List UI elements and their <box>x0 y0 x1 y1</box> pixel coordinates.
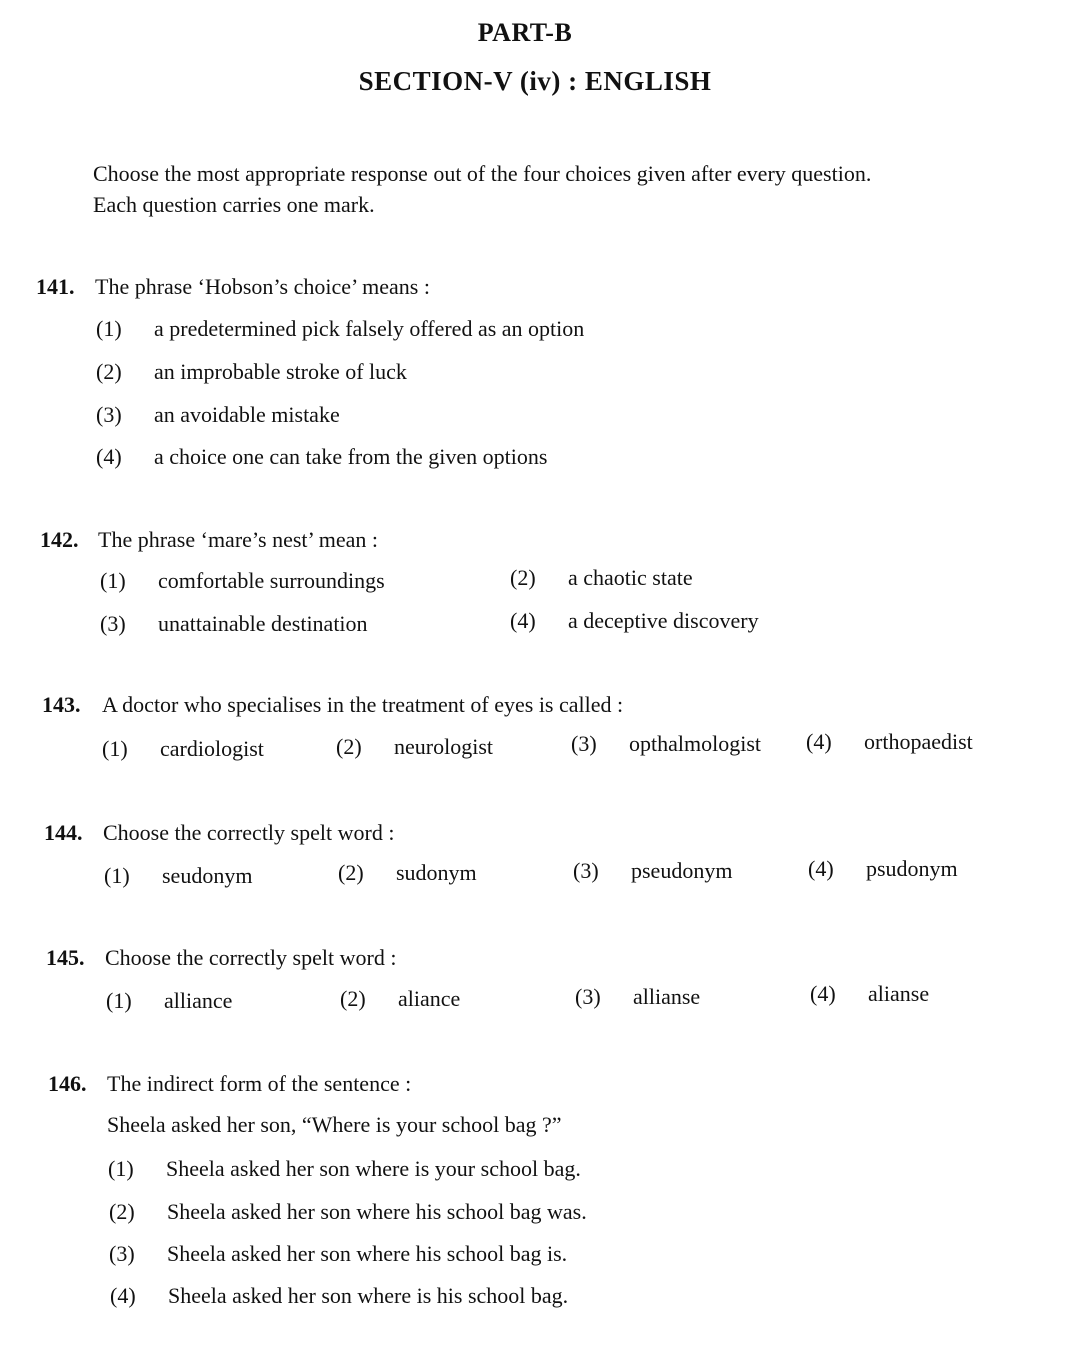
option-text: a predetermined pick falsely offered as an option <box>154 316 585 341</box>
option-number: (3) <box>109 1241 135 1266</box>
quoted-sentence: Sheela asked her son, “Where is your school bag ?” <box>107 1112 562 1137</box>
question-text: The phrase ‘mare’s nest’ mean : <box>98 527 378 552</box>
option-text: cardiologist <box>160 736 264 761</box>
option-number: (1) <box>100 568 126 593</box>
option-text: Sheela asked her son where his school bag was. <box>167 1199 587 1224</box>
option-text: allianse <box>633 984 701 1009</box>
option-number: (1) <box>96 316 122 341</box>
option-number: (4) <box>110 1283 136 1308</box>
option-number: (3) <box>100 611 126 636</box>
option-text: sudonym <box>396 860 477 885</box>
option-number: (2) <box>338 860 364 885</box>
question-text: The phrase ‘Hobson’s choice’ means : <box>95 274 430 299</box>
option-text: Sheela asked her son where is his school bag. <box>168 1283 569 1308</box>
option-number: (2) <box>96 359 122 384</box>
question-text: Choose the correctly spelt word : <box>103 820 395 845</box>
option-text: comfortable surroundings <box>158 568 385 593</box>
option-text: orthopaedist <box>864 729 973 754</box>
instructions <box>93 158 1053 220</box>
option-text: aliance <box>398 986 461 1011</box>
option-text: pseudonym <box>631 858 733 883</box>
option-number: (1) <box>108 1156 134 1181</box>
question-text: A doctor who specialises in the treatment of eyes is called : <box>102 692 624 717</box>
option-text: Sheela asked her son where is your school bag. <box>166 1156 581 1181</box>
option-number: (3) <box>96 402 122 427</box>
option-text: psudonym <box>866 856 958 881</box>
option-number: (1) <box>106 988 132 1013</box>
option-text: a chaotic state <box>568 565 693 590</box>
option-text: opthalmologist <box>629 731 761 756</box>
option-number: (2) <box>109 1199 135 1224</box>
option-number: (4) <box>510 608 536 633</box>
question-number: 146. <box>48 1071 87 1096</box>
option-text: unattainable destination <box>158 611 368 636</box>
section-heading: SECTION-V (iv) : ENGLISH <box>358 66 712 96</box>
question-146-sentence <box>107 1112 562 1138</box>
option-number: (3) <box>573 858 599 883</box>
option-text: Sheela asked her son where his school bag is. <box>167 1241 568 1266</box>
option-number: (2) <box>340 986 366 1011</box>
option-text: alianse <box>868 981 930 1006</box>
question-number: 143. <box>42 692 81 717</box>
option-text: a deceptive discovery <box>568 608 759 633</box>
option-number: (2) <box>510 565 536 590</box>
option-number: (4) <box>96 444 122 469</box>
option-number: (4) <box>806 729 832 754</box>
question-number: 142. <box>40 527 79 552</box>
question-number: 144. <box>44 820 83 845</box>
option-number: (4) <box>808 856 834 881</box>
option-number: (3) <box>571 731 597 756</box>
option-text: an improbable stroke of luck <box>154 359 407 384</box>
option-number: (4) <box>810 981 836 1006</box>
option-number: (3) <box>575 984 601 1009</box>
part-heading: PART-B <box>477 18 573 47</box>
option-number: (1) <box>104 863 130 888</box>
option-text: seudonym <box>162 863 253 888</box>
instructions-line-1: Choose the most appropriate response out of the four choices given after every question. <box>93 161 872 186</box>
option-text: a choice one can take from the given options <box>154 444 548 469</box>
instructions-line-2: Each question carries one mark. <box>93 192 375 217</box>
option-number: (1) <box>102 736 128 761</box>
option-text: an avoidable mistake <box>154 402 340 427</box>
question-number: 145. <box>46 945 85 970</box>
question-number: 141. <box>36 274 75 299</box>
option-text: alliance <box>164 988 233 1013</box>
option-text: neurologist <box>394 734 493 759</box>
option-number: (2) <box>336 734 362 759</box>
question-text: The indirect form of the sentence : <box>107 1071 412 1096</box>
question-text: Choose the correctly spelt word : <box>105 945 397 970</box>
